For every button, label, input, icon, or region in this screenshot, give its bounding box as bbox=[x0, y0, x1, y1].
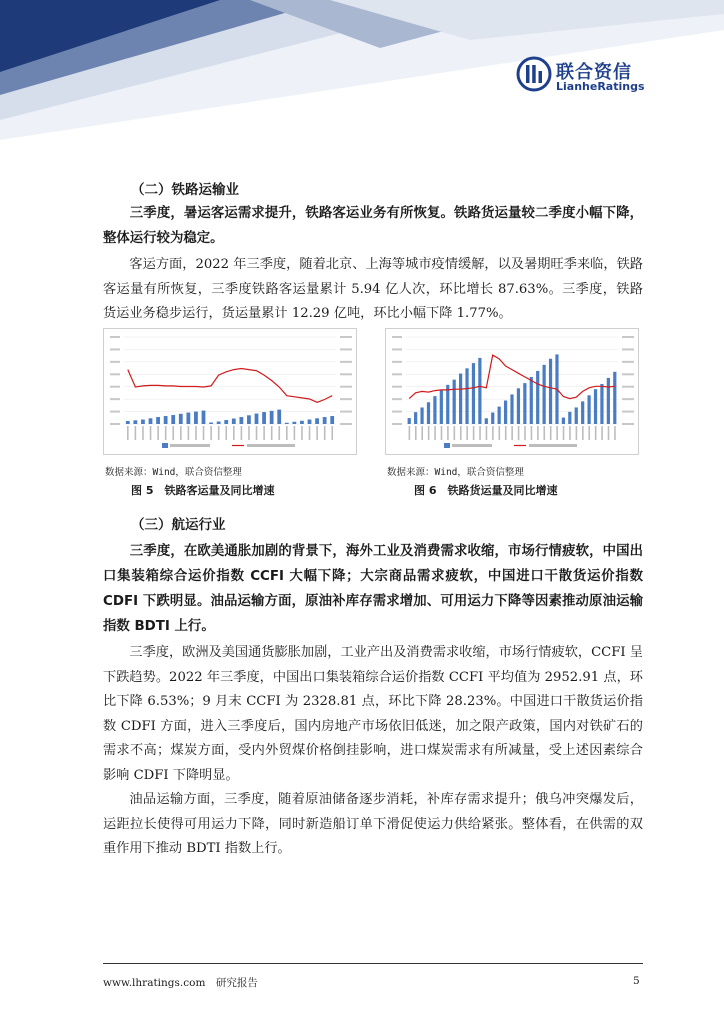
right-axis-tick bbox=[340, 348, 352, 350]
x-tick-label bbox=[301, 426, 303, 440]
shipping-lead-paragraph: 三季度，在欧美通胀加剧的背景下，海外工业及消费需求收缩，市场行情疲软，中国出口集装箱综合运价指数 CCFI 大幅下降；大宗商品需求疲软，中国进口干散货运价指数 CDFI 下跌明显。油品运输方面，原油补库存需求增加、可用运力下降等因素推动原油运输指数 BDTI 上行。 bbox=[103, 544, 643, 634]
x-tick-label bbox=[233, 426, 235, 440]
bar bbox=[510, 394, 513, 424]
x-tick-label bbox=[331, 426, 333, 440]
bar bbox=[255, 414, 259, 424]
figure6-caption: 图 6 铁路货运量及同比增速 bbox=[414, 484, 558, 497]
legend-line-label bbox=[529, 444, 577, 447]
bar bbox=[262, 412, 266, 424]
section-title-shipping: （三）航运行业 bbox=[131, 517, 226, 533]
x-tick-label bbox=[582, 426, 584, 440]
bar bbox=[587, 395, 590, 424]
x-tick-label bbox=[479, 426, 481, 440]
legend-bar-label bbox=[170, 444, 210, 447]
x-tick-label bbox=[434, 426, 436, 440]
bar bbox=[427, 402, 430, 424]
right-axis-tick bbox=[340, 398, 352, 400]
bar bbox=[232, 419, 236, 424]
figure5-caption: 图 5 铁路客运量及同比增速 bbox=[131, 484, 275, 497]
x-tick-label bbox=[142, 426, 144, 440]
footer-divider bbox=[103, 963, 643, 964]
x-tick-label bbox=[531, 426, 533, 440]
x-tick-label bbox=[441, 426, 443, 440]
bar bbox=[420, 407, 423, 424]
x-tick-label bbox=[511, 426, 513, 440]
right-axis-tick bbox=[622, 361, 634, 363]
bar bbox=[156, 417, 160, 424]
legend-bar-label bbox=[452, 444, 492, 447]
x-tick-label bbox=[286, 426, 288, 440]
x-tick-label bbox=[188, 426, 190, 440]
bar bbox=[568, 412, 571, 424]
figure5-source: 数据来源：Wind，联合资信整理 bbox=[105, 467, 242, 478]
right-axis-tick bbox=[622, 373, 634, 375]
x-tick-label bbox=[588, 426, 590, 440]
bar bbox=[292, 422, 296, 424]
bar bbox=[308, 420, 312, 424]
x-tick-label bbox=[278, 426, 280, 440]
left-axis-tick bbox=[110, 348, 120, 350]
rail-lead-paragraph: 三季度，暑运客运需求提升，铁路客运业务有所恢复。铁路货运量较二季度小幅下降，整体运行较为稳定。 bbox=[103, 206, 643, 246]
x-tick-label bbox=[210, 426, 212, 440]
bar bbox=[504, 401, 507, 424]
x-tick-label bbox=[473, 426, 475, 440]
x-tick-label bbox=[324, 426, 326, 440]
right-axis-tick bbox=[622, 411, 634, 413]
left-axis-tick bbox=[392, 386, 402, 388]
bar bbox=[491, 413, 494, 424]
left-axis-tick bbox=[392, 348, 402, 350]
bar bbox=[581, 401, 584, 424]
right-axis-tick bbox=[622, 423, 634, 425]
bar bbox=[600, 384, 603, 424]
bar bbox=[613, 372, 616, 424]
left-axis-tick bbox=[110, 336, 120, 338]
bar bbox=[472, 363, 475, 424]
x-tick-label bbox=[157, 426, 159, 440]
x-tick-label bbox=[499, 426, 501, 440]
chart-rail-passenger bbox=[103, 328, 357, 455]
x-tick-label bbox=[150, 426, 152, 440]
rail-body-paragraph: 客运方面，2022 年三季度，随着北京、上海等城市疫情缓解，以及暑期旺季来临，铁路客运量有所恢复，三季度铁路客运量累计 5.94 亿人次，环比增长 87.63%。三季度，铁路货运业务稳步运行，货运量累计 12.29 亿吨，环比小幅下降 1.77%。 bbox=[103, 257, 643, 321]
legend-bar-swatch bbox=[444, 443, 450, 448]
right-axis-tick bbox=[622, 336, 634, 338]
bar bbox=[315, 418, 319, 424]
x-tick-label bbox=[466, 426, 468, 440]
x-tick-label bbox=[294, 426, 296, 440]
bar bbox=[440, 390, 443, 424]
x-tick-label bbox=[428, 426, 430, 440]
logo-english: LianheRatings bbox=[556, 80, 645, 93]
x-tick-label bbox=[608, 426, 610, 440]
bar bbox=[285, 423, 289, 424]
bar bbox=[459, 374, 462, 424]
bar bbox=[270, 411, 274, 424]
x-tick-label bbox=[415, 426, 417, 440]
chart-rail-freight bbox=[385, 328, 639, 455]
left-axis-tick bbox=[392, 373, 402, 375]
bar bbox=[186, 413, 190, 424]
bar bbox=[465, 368, 468, 424]
bar bbox=[523, 383, 526, 424]
x-tick-label bbox=[203, 426, 205, 440]
bar bbox=[141, 420, 145, 424]
left-axis-tick bbox=[392, 423, 402, 425]
right-axis-tick bbox=[622, 398, 634, 400]
right-axis-tick bbox=[622, 348, 634, 350]
bar bbox=[300, 421, 304, 424]
bar bbox=[562, 418, 565, 424]
x-tick-label bbox=[454, 426, 456, 440]
left-axis-tick bbox=[110, 398, 120, 400]
x-tick-label bbox=[537, 426, 539, 440]
x-tick-label bbox=[180, 426, 182, 440]
bar bbox=[594, 389, 597, 424]
bar bbox=[277, 410, 281, 424]
x-tick-label bbox=[556, 426, 558, 440]
right-axis-tick bbox=[340, 361, 352, 363]
bar bbox=[530, 377, 533, 424]
bar bbox=[485, 418, 488, 424]
bar bbox=[408, 418, 411, 424]
bar bbox=[446, 385, 449, 424]
right-axis-tick bbox=[340, 411, 352, 413]
bar bbox=[575, 407, 578, 424]
x-tick-label bbox=[172, 426, 174, 440]
x-tick-label bbox=[248, 426, 250, 440]
growth-line bbox=[128, 369, 332, 403]
left-axis-tick bbox=[392, 361, 402, 363]
bar bbox=[217, 422, 221, 424]
bar bbox=[453, 380, 456, 424]
bar bbox=[164, 416, 168, 424]
right-axis-tick bbox=[340, 373, 352, 375]
logo-chinese: 联合资信 bbox=[556, 62, 632, 83]
x-tick-label bbox=[195, 426, 197, 440]
bar bbox=[607, 378, 610, 424]
x-tick-label bbox=[165, 426, 167, 440]
bar bbox=[543, 365, 546, 424]
left-axis-tick bbox=[110, 373, 120, 375]
bar bbox=[209, 423, 213, 424]
left-axis-tick bbox=[110, 386, 120, 388]
x-tick-label bbox=[524, 426, 526, 440]
x-tick-label bbox=[271, 426, 273, 440]
x-tick-label bbox=[460, 426, 462, 440]
chart-rail-freight-svg bbox=[386, 329, 638, 454]
bar bbox=[149, 418, 153, 424]
page-number: 5 bbox=[633, 975, 640, 987]
bar bbox=[414, 412, 417, 424]
right-axis-tick bbox=[622, 386, 634, 388]
bar bbox=[498, 407, 501, 424]
bar bbox=[478, 358, 481, 424]
bar bbox=[239, 417, 243, 424]
lianhe-logo-icon bbox=[516, 56, 552, 92]
shipping-body-paragraph-1: 三季度，欧洲及美国通货膨胀加剧，工业产出及消费需求收缩，市场行情疲软，CCFI 呈下跌趋势。2022 年三季度，中国出口集装箱综合运价指数 CCFI 平均值为 2952.91 点，环比下降 6.53%；9 月末 CCFI 为 2328.81 点，环比下降 28.23%。中国进口干散货运价指数 CDFI 方面，进入三季度后，国内房地产市场依旧低迷，加之限产政策，国内对铁矿石的需求不高；煤炭方面，受内外贸煤价格倒挂影响，进口煤炭需求有所减量，受上述因素综合影响 CDFI 下降明显。 bbox=[103, 645, 643, 783]
x-tick-label bbox=[614, 426, 616, 440]
right-axis-tick bbox=[340, 423, 352, 425]
x-tick-label bbox=[601, 426, 603, 440]
figure6-source: 数据来源：Wind，联合资信整理 bbox=[387, 467, 524, 478]
bar bbox=[536, 371, 539, 424]
bar bbox=[126, 421, 130, 424]
bar bbox=[517, 388, 520, 424]
bar bbox=[179, 414, 183, 424]
left-axis-tick bbox=[110, 423, 120, 425]
bar bbox=[171, 415, 175, 424]
left-axis-tick bbox=[392, 411, 402, 413]
section-title-rail: （二）铁路运输业 bbox=[131, 182, 239, 198]
x-tick-label bbox=[309, 426, 311, 440]
left-axis-tick bbox=[392, 398, 402, 400]
x-tick-label bbox=[543, 426, 545, 440]
x-tick-label bbox=[576, 426, 578, 440]
bar bbox=[323, 417, 327, 424]
x-tick-label bbox=[135, 426, 137, 440]
chart-rail-passenger-svg bbox=[104, 329, 356, 454]
x-tick-label bbox=[447, 426, 449, 440]
legend-bar-swatch bbox=[162, 443, 168, 448]
left-axis-tick bbox=[392, 336, 402, 338]
bar bbox=[202, 411, 206, 424]
x-tick-label bbox=[421, 426, 423, 440]
right-axis-tick bbox=[340, 386, 352, 388]
legend-line-label bbox=[247, 444, 295, 447]
right-axis-tick bbox=[340, 336, 352, 338]
x-tick-label bbox=[316, 426, 318, 440]
x-tick-label bbox=[127, 426, 129, 440]
x-tick-label bbox=[569, 426, 571, 440]
left-axis-tick bbox=[110, 361, 120, 363]
x-tick-label bbox=[505, 426, 507, 440]
x-tick-label bbox=[492, 426, 494, 440]
bar bbox=[330, 416, 334, 424]
x-tick-label bbox=[225, 426, 227, 440]
x-tick-label bbox=[263, 426, 265, 440]
x-tick-label bbox=[486, 426, 488, 440]
bar bbox=[433, 396, 436, 424]
x-tick-label bbox=[563, 426, 565, 440]
bar bbox=[224, 420, 228, 424]
x-tick-label bbox=[218, 426, 220, 440]
footer-site: www.lhratings.com 研究报告 bbox=[103, 977, 258, 989]
x-tick-label bbox=[550, 426, 552, 440]
bar bbox=[549, 359, 552, 424]
left-axis-tick bbox=[110, 411, 120, 413]
x-tick-label bbox=[518, 426, 520, 440]
bar bbox=[247, 415, 251, 424]
x-tick-label bbox=[409, 426, 411, 440]
company-logo bbox=[516, 56, 656, 96]
bar bbox=[133, 420, 137, 424]
bar bbox=[194, 412, 198, 424]
x-tick-label bbox=[595, 426, 597, 440]
x-tick-label bbox=[256, 426, 258, 440]
shipping-body-paragraph-2: 油品运输方面，三季度，随着原油储备逐步消耗，补库存需求提升；俄乌冲突爆发后，运距拉长使得可用运力下降，同时新造船订单下滑促使运力供给紧张。整体看，在供需的双重作用下推动 BDTI 指数上行。 bbox=[103, 792, 643, 856]
x-tick-label bbox=[241, 426, 243, 440]
